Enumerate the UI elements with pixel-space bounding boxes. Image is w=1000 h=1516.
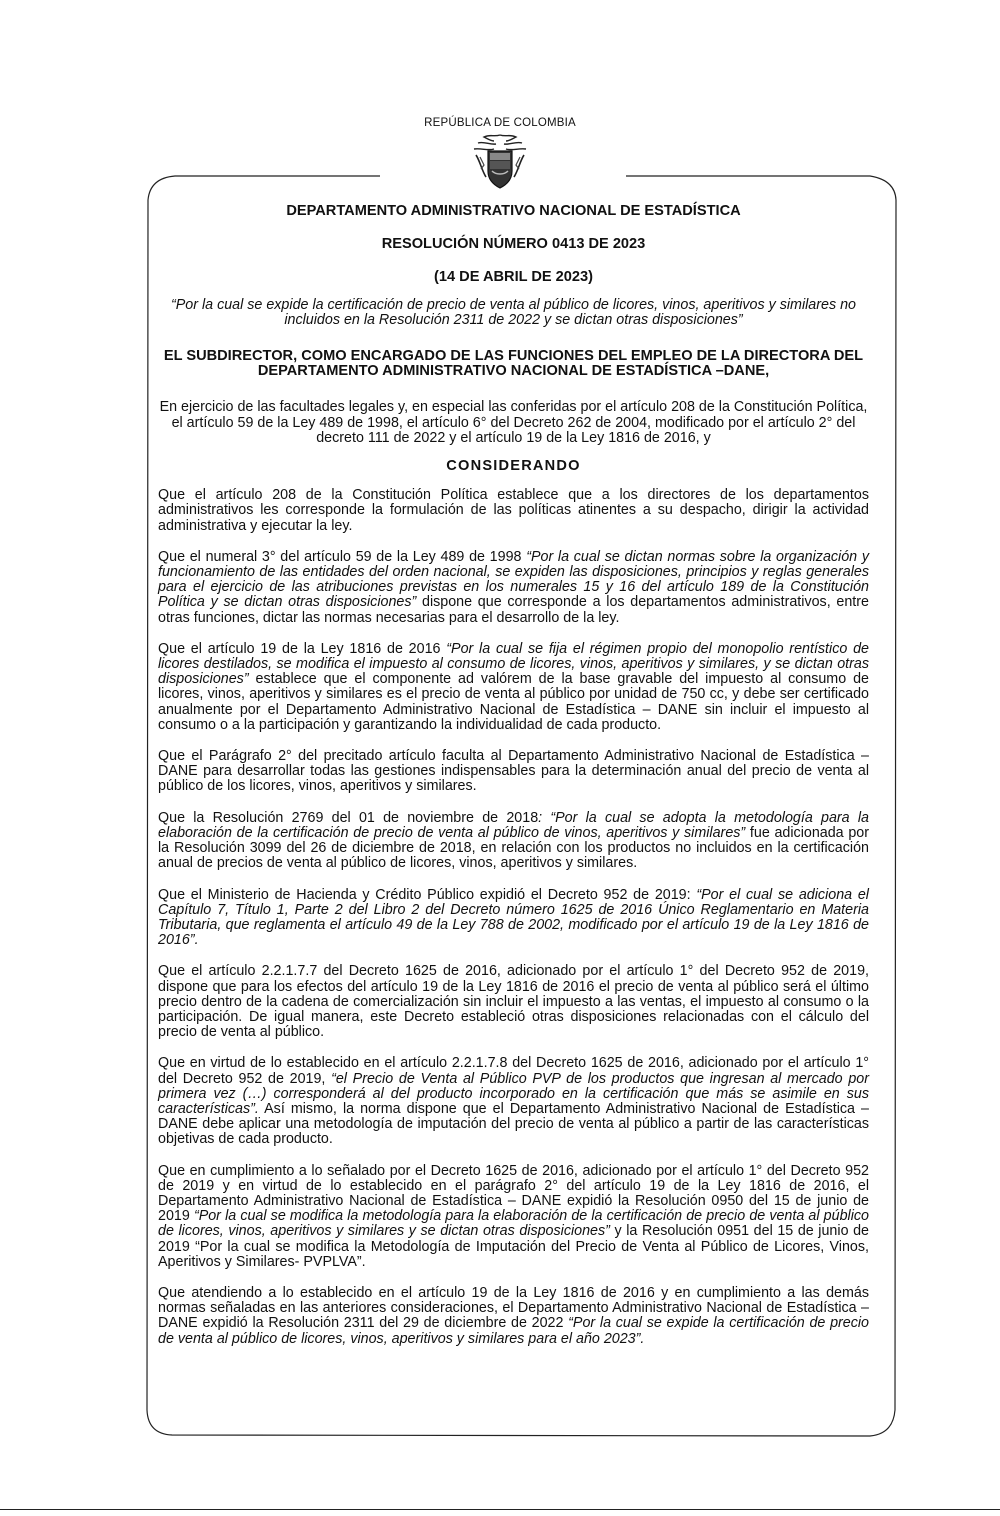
signer-title: EL SUBDIRECTOR, COMO ENCARGADO DE LAS FUNCIONES DEL EMPLEO DE LA DIRECTORA DEL DEPARTAMENTO ADMINISTRATIVO NACIONAL DE ESTADÍSTICA –DANE, [163, 348, 864, 380]
coat-of-arms-icon [466, 131, 534, 191]
considerando-paragraph: Que la Resolución 2769 del 01 de noviembre de 2018: “Por la cual se adopta la metodología para la elaboración de la certificación de precio de venta al público de vinos, aperitivos y similares” fue adicionada por la Resolución 3099 del 26 de diciembre de 2018, en relación con los productos no incluidos en la certificación anual de precios de venta al público de licores, vinos, aperitivos y similares. [158, 809, 869, 872]
considerando-paragraph: Que el Parágrafo 2° del precitado artículo faculta al Departamento Administrativo Nacional de Estadística – DANE para desarrollar todas las gestiones indispensables para la determinación anual del precio de venta al público de los licores, vinos, aperitivos y similares. [158, 748, 869, 795]
resolution-body [158, 200, 869, 1347]
considerando-paragraph: Que atendiendo a lo establecido en el artículo 19 de la Ley 1816 de 2016 y en cumplimiento a las demás normas señaladas en las anteriores consideraciones, el Departamento Administrativo Nacional de Estadística – DANE expidió la Resolución 2311 del 29 de diciembre de 2022 “Por la cual se expide la certificación de precio de venta al público de licores, vinos, aperitivos y similares para el año 2023”. [158, 1284, 870, 1347]
considerando-paragraph: Que el artículo 2.2.1.7.7 del Decreto 1625 de 2016, adicionado por el artículo 1° del Decreto 952 de 2019, dispone que para los efectos del artículo 19 de la Ley 1816 de 2016 el precio de venta al público será el último precio dentro de la cadena de comercialización sin incluir el impuesto a las ventas, el impuesto al consumo o la participación. De igual manera, este Decreto estableció otras disposiciones relacionadas con el cálculo del precio de venta al público. [158, 963, 869, 1041]
page-bottom-rule [0, 1509, 1000, 1510]
considerando-paragraph: Que el Ministerio de Hacienda y Crédito Público expidió el Decreto 952 de 2019: “Por el cual se adiciona el Capítulo 7, Título 1, Parte 2 del Libro 2 del Decreto número 1625 de 2016 Único Reglamentario en Materia Tributaria, que reglamenta el artículo 49 de la Ley 788 de 2002, modificado por el artículo 19 de la Ley 1816 de 2016”. [158, 886, 869, 949]
resolution-date: (14 DE ABRIL DE 2023) [434, 269, 593, 286]
considerando-heading: CONSIDERANDO [446, 458, 581, 475]
considerando-paragraph: Que el artículo 208 de la Constitución Política establece que a los directores de los departamentos administrativos les corresponde la formulación de las políticas atinentes a su despacho, dirigir la actividad administrativa y ejecutar la ley. [158, 487, 869, 534]
country-heading: REPÚBLICA DE COLOMBIA [424, 117, 576, 129]
department-title: DEPARTAMENTO ADMINISTRATIVO NACIONAL DE ESTADÍSTICA [286, 203, 741, 219]
considerando-paragraph: Que el numeral 3° del artículo 59 de la Ley 489 de 1998 “Por la cual se dictan normas sobre la organización y funcionamiento de las entidades del orden nacional, se expiden las disposiciones, principios y reglas generales para el ejercicio de las atribuciones previstas en los numerales 15 y 16 del artículo 189 de la Constitución Política y se dictan otras disposiciones” dispone que corresponde a los departamentos administrativos, entre otras funciones, dictar las normas necesarias para el desarrollo de la ley. [158, 548, 869, 626]
considerando-paragraph: Que en virtud de lo establecido en el artículo 2.2.1.7.8 del Decreto 1625 de 2016, adicionado por el artículo 1° del Decreto 952 de 2019, “el Precio de Venta al Público PVP de los productos que ingresan al mercado por primera vez (…) corresponderá al del producto incorporado en la certificación que más se asimile en sus características”. Así mismo, la norma dispone que el Departamento Administrativo Nacional de Estadística – DANE debe aplicar una metodología de imputación del precio de venta al público a partir de las características objetivas de cada producto. [158, 1055, 869, 1148]
legal-powers: En ejercicio de las facultades legales y, en especial las conferidas por el artículo 208 de la Constitución Política, el artículo 59 de la Ley 489 de 1998, el artículo 6° del Decreto 262 de 2004, modificado por el artículo 2° del decreto 111 de 2022 y el artículo 19 de la Ley 1816 de 2016, y [159, 399, 868, 446]
considerando-paragraph: Que el artículo 19 de la Ley 1816 de 2016 “Por la cual se fija el régimen propio del monopolio rentístico de licores destilados, se modifica el impuesto al consumo de licores, vinos, aperitivos y similares, y se dictan otras disposiciones” establece que el componente ad valórem de la base gravable del impuesto al consumo de licores, vinos, aperitivos y similares es el precio de venta al público por unidad de 750 cc, y debe ser certificado anualmente por el Departamento Administrativo Nacional de Estadística – DANE sin incluir el impuesto al consumo o a la participación y garantizando la individualidad de cada producto. [158, 640, 869, 733]
considerando-paragraph: Que en cumplimiento a lo señalado por el Decreto 1625 de 2016, adicionado por el artículo 1° del Decreto 952 de 2019 y en virtud de lo establecido en el parágrafo 2° del artículo 19 de la Ley 1816 de 2016, el Departamento Administrativo Nacional de Estadística – DANE expidió la Resolución 0950 del 15 de junio de 2019 “Por la cual se modifica la metodología para la elaboración de la certificación de precio de venta al público de licores, vinos, aperitivos y similares y se dictan otras disposiciones” y la Resolución 0951 del 15 de junio de 2019 “Por la cual se modifica la Metodología de Imputación del Precio de Venta al Público de Licores, Vinos, Aperitivos y Similares- PVPLVA”. [158, 1162, 870, 1270]
resolution-epigraph: “Por la cual se expide la certificación de precio de venta al público de licores, vinos, aperitivos y similares no incluidos en la Resolución 2311 de 2022 y se dictan otras disposiciones” [170, 296, 856, 328]
resolution-number: RESOLUCIÓN NÚMERO 0413 DE 2023 [381, 236, 646, 253]
